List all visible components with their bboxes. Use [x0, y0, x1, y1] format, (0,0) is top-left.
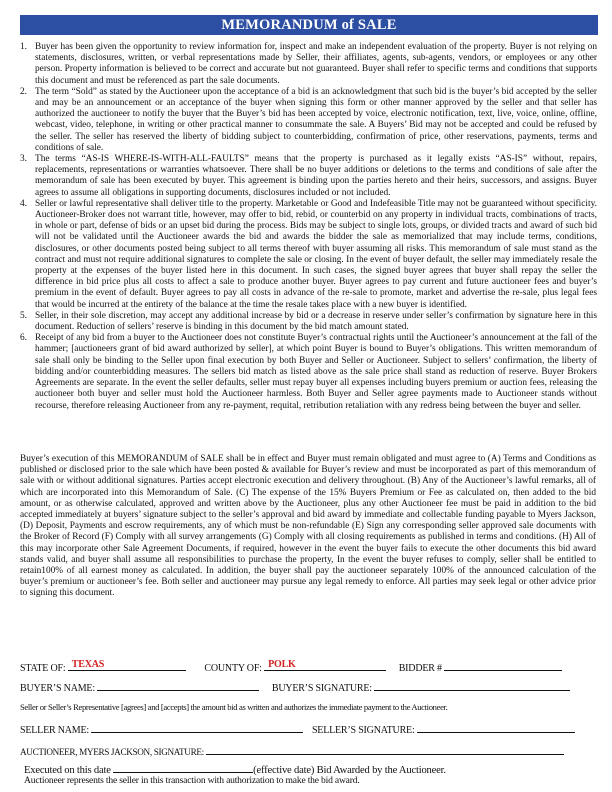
term-item: [17, 333, 597, 411]
term-item: [17, 311, 597, 333]
auctioneer-row: [20, 744, 600, 758]
term-number: 5.: [20, 310, 28, 321]
seller-signature-label: SELLER’S SIGNATURE:: [311, 725, 415, 736]
state-label: STATE OF:: [20, 663, 66, 674]
county-label: COUNTY OF:: [204, 663, 262, 674]
county-value: POLK: [268, 659, 296, 670]
term-text: Buyer has been given the opportunity to review information for, inspect and make an independent evaluation of the property. Buyer is not relying on statements, disclosures, written, or verbal representations made by Seller, their affiliates, agents, sub-agents, vendors, or employees or any other person. Property information is believed to be correct and accurate but not guaranteed. Buyer shall refer to specific terms and conditions that supports this document and must be referenced as part the sale documents.: [35, 42, 597, 86]
term-number: 4.: [20, 198, 28, 209]
seller-name-label: SELLER NAME:: [20, 725, 89, 736]
term-item: [17, 199, 597, 311]
term-item: [17, 42, 597, 87]
term-number: 1.: [20, 42, 28, 52]
auctioneer-note: Auctioneer represents the seller in this transaction with authorization to make the bid award.: [24, 775, 360, 786]
term-text: Seller, in their sole discretion, may accept any additional increase by bid or a decrease in reserve under seller’s confirmation by signature here in this document. Reduction of sellers’ reserve is binding in this document by the bid match amount stated.: [35, 310, 597, 333]
buyer-signature-field[interactable]: [374, 680, 570, 691]
term-number: 3.: [20, 154, 28, 165]
state-value: TEXAS: [71, 659, 105, 670]
term-item: [17, 154, 597, 199]
state-field[interactable]: [68, 660, 186, 671]
terms-list: [17, 42, 597, 412]
buyer-name-field[interactable]: [97, 680, 259, 691]
term-text: Seller or lawful representative shall deliver title to the property. Marketable or Good and Indefeasible Title may not be guaranteed without specificity. Auctioneer-Broker does not warrant title, however, may offer to bid, rebid, or counterbid on any property in individual tracts, combinations of tracts, in whole or part, defense of bids or an upset bid during the process. Bids may be subject to single lots, groups, or divided tracts and award of such bid will not be validated until the Auctioneer awards the bid and awards the bidder the sale as memorialized that may include terms, conditions, disclosures, or other documents posted being subject to all terms thereof with buyer assuming all risks. This memorandum of sale must stand as the contract and must not require additional signatures to complete the sale or closing. In the event of buyer default, the seller may immediately resale the property at the expenses of the buyer listed here in this document. In such cases, the signed buyer agrees that buyer shall repay the seller the difference in bid price plus all costs to affect a sale to produce another buyer. Buyer agrees to pay current and future auctioneer fees and buyer’s premium in the event of default. Buyer agrees to pay all costs in advance of the re-sale to promote, market and advertise the re-sale, plus legal fees that would be incurred at the entirety of the balance at the time the resale takes place with a new buyer is identified.: [35, 198, 597, 310]
buyer-row: [20, 680, 600, 695]
bidder-field[interactable]: [444, 660, 562, 671]
buyer-name-label: BUYER’S NAME:: [20, 683, 95, 694]
seller-signature-field[interactable]: [417, 722, 575, 733]
term-text: Receipt of any bid from a buyer to the Auctioneer does not constitute Buyer’s contractual rights until the Auctioneer’s announcement at the fall of the hammer; [auctioneers grant of bid award authorized by seller], at which point Buyer is bound to Buyer’s obligations. This written memorandum of sale shall only be binding to the Seller upon final execution by both Buyer and Seller or Auctioneer. Subject to sellers’ confirmation, the liberty of bidding and/or counterbidding measures. The sellers bid match as listed above as the sale price shall stand as reduction of reserve. Buyer Brokers Agreements are separate. In the event the seller defaults, seller must repay buyer all expenses including buyers premium or auction fees, releasing the auctioneer both buyer and seller must hold the Auctioneer harmless. Both Buyer and Seller agree payments made to Auctioneer stands without recourse, therefore releasing Auctioneer from any re-payment, requital, retribution retaliation with any redress being between the buyer and seller.: [35, 333, 597, 411]
location-row: [20, 660, 600, 675]
bidder-label: BIDDER #: [398, 663, 442, 674]
term-number: 6.: [20, 333, 28, 344]
auctioneer-signature-field[interactable]: [206, 744, 564, 755]
auctioneer-signature-label: AUCTIONEER, MYERS JACKSON, SIGNATURE:: [20, 747, 204, 757]
execution-summary: Buyer’s execution of this MEMORANDUM of SALE shall be in effect and Buyer must remain obligated and must agree to (A) Terms and Conditions as published or disclosed prior to the sale which have been posted & available for Buyer’s review and must be incorporated as part of this memorandum of sale with or without additional signatures. Parties accept electronic execution and delivery throughout. (B) Any of the Auctioneer’s lawful remarks, all of which are incorporated into this Memorandum of Sale. (C) The expense of the 15% Buyers Premium or Fee as calculated on, then added to the bid amount, or as otherwise calculated, approved and written above by the Auctioneer, plus any other Auctioneer fee must be paid in addition to the bid accepted immediately at buyers’ signature subject to the seller’s approval and bid award by immediate and collectable funding payable to Myers Jackson, (D) Deposit, Payments and escrow requirements, any of which must be non-refundable (E) Sign any corresponding seller approved sale documents with the Broker of Record (F) Comply with all survey arrangements (G) Comply with all closing requirements as published in terms and conditions. (H) All of this may incorporate other Sale Agreement Documents, if required, however in the event the buyer fails to execute the other documents this bid award stands valid, and buyer shall assume all responsibilities to purchase the property, In the event the buyer refuses to comply, seller shall be entitled to retain100% of all earnest money as calculated. In addition, the buyer shall pay the auctioneer separately 100% of the announced calculation of the buyer’s premium or auctioneer’s fee. Both seller and auctioneer may pursue any legal remedy to enforce. All parties may seek legal or other advice prior to signing this document.: [20, 454, 596, 599]
county-field[interactable]: [264, 660, 386, 671]
seller-name-field[interactable]: [91, 722, 303, 733]
effective-date-field[interactable]: [113, 762, 253, 773]
executed-suffix: (effective date) Bid Awarded by the Auctioneer.: [253, 765, 446, 776]
executed-prefix: Executed on this date: [24, 765, 111, 776]
term-text: The terms “AS-IS WHERE-IS-WITH-ALL-FAULTS” means that the property is purchased as it legally exists “AS-IS” without, repairs, replacements, representations or warranties whatsoever. There shall be no buyer additions or deletions to the terms and conditions of sale after the memorandum of sale has been executed by buyer. This agreement is binding upon the parties hereto and their heirs, successors, and assigns. Buyer agrees to assume all obligations in supporting documents, disclosures included or not included.: [35, 154, 597, 198]
buyer-signature-label: BUYER’S SIGNATURE:: [271, 683, 372, 694]
document-title: MEMORANDUM of SALE: [20, 15, 598, 35]
term-text: The term “Sold” as stated by the Auctioneer upon the acceptance of a bid is an acknowledgment that such bid is the buyer’s bid accepted by the seller and may be an announcement or an acceptance of the buyer when signing this form or other manner approved by the seller and that seller has authorized the auctioneer to notify the buyer that the Buyer’s bid has been accepted by voice, electronic notification, text, live, voice, online, offline, webcast, video, telephone, in writing or other practical manner to consummate the sale. A Buyers’ Bid may not be accepted and could be refused by the seller. The seller has reserved the liberty of bidding subject to counterbidding, confirmation of price, other reservations, payments, terms and conditions of sale.: [35, 86, 597, 153]
seller-row: [20, 722, 600, 737]
term-item: [17, 87, 597, 154]
seller-rep-statement: Seller or Seller’s Representative [agrees] and [accepts] the amount bid as written and authorizes the immediate payment to the Auctioneer.: [20, 702, 448, 712]
term-number: 2.: [20, 86, 28, 97]
